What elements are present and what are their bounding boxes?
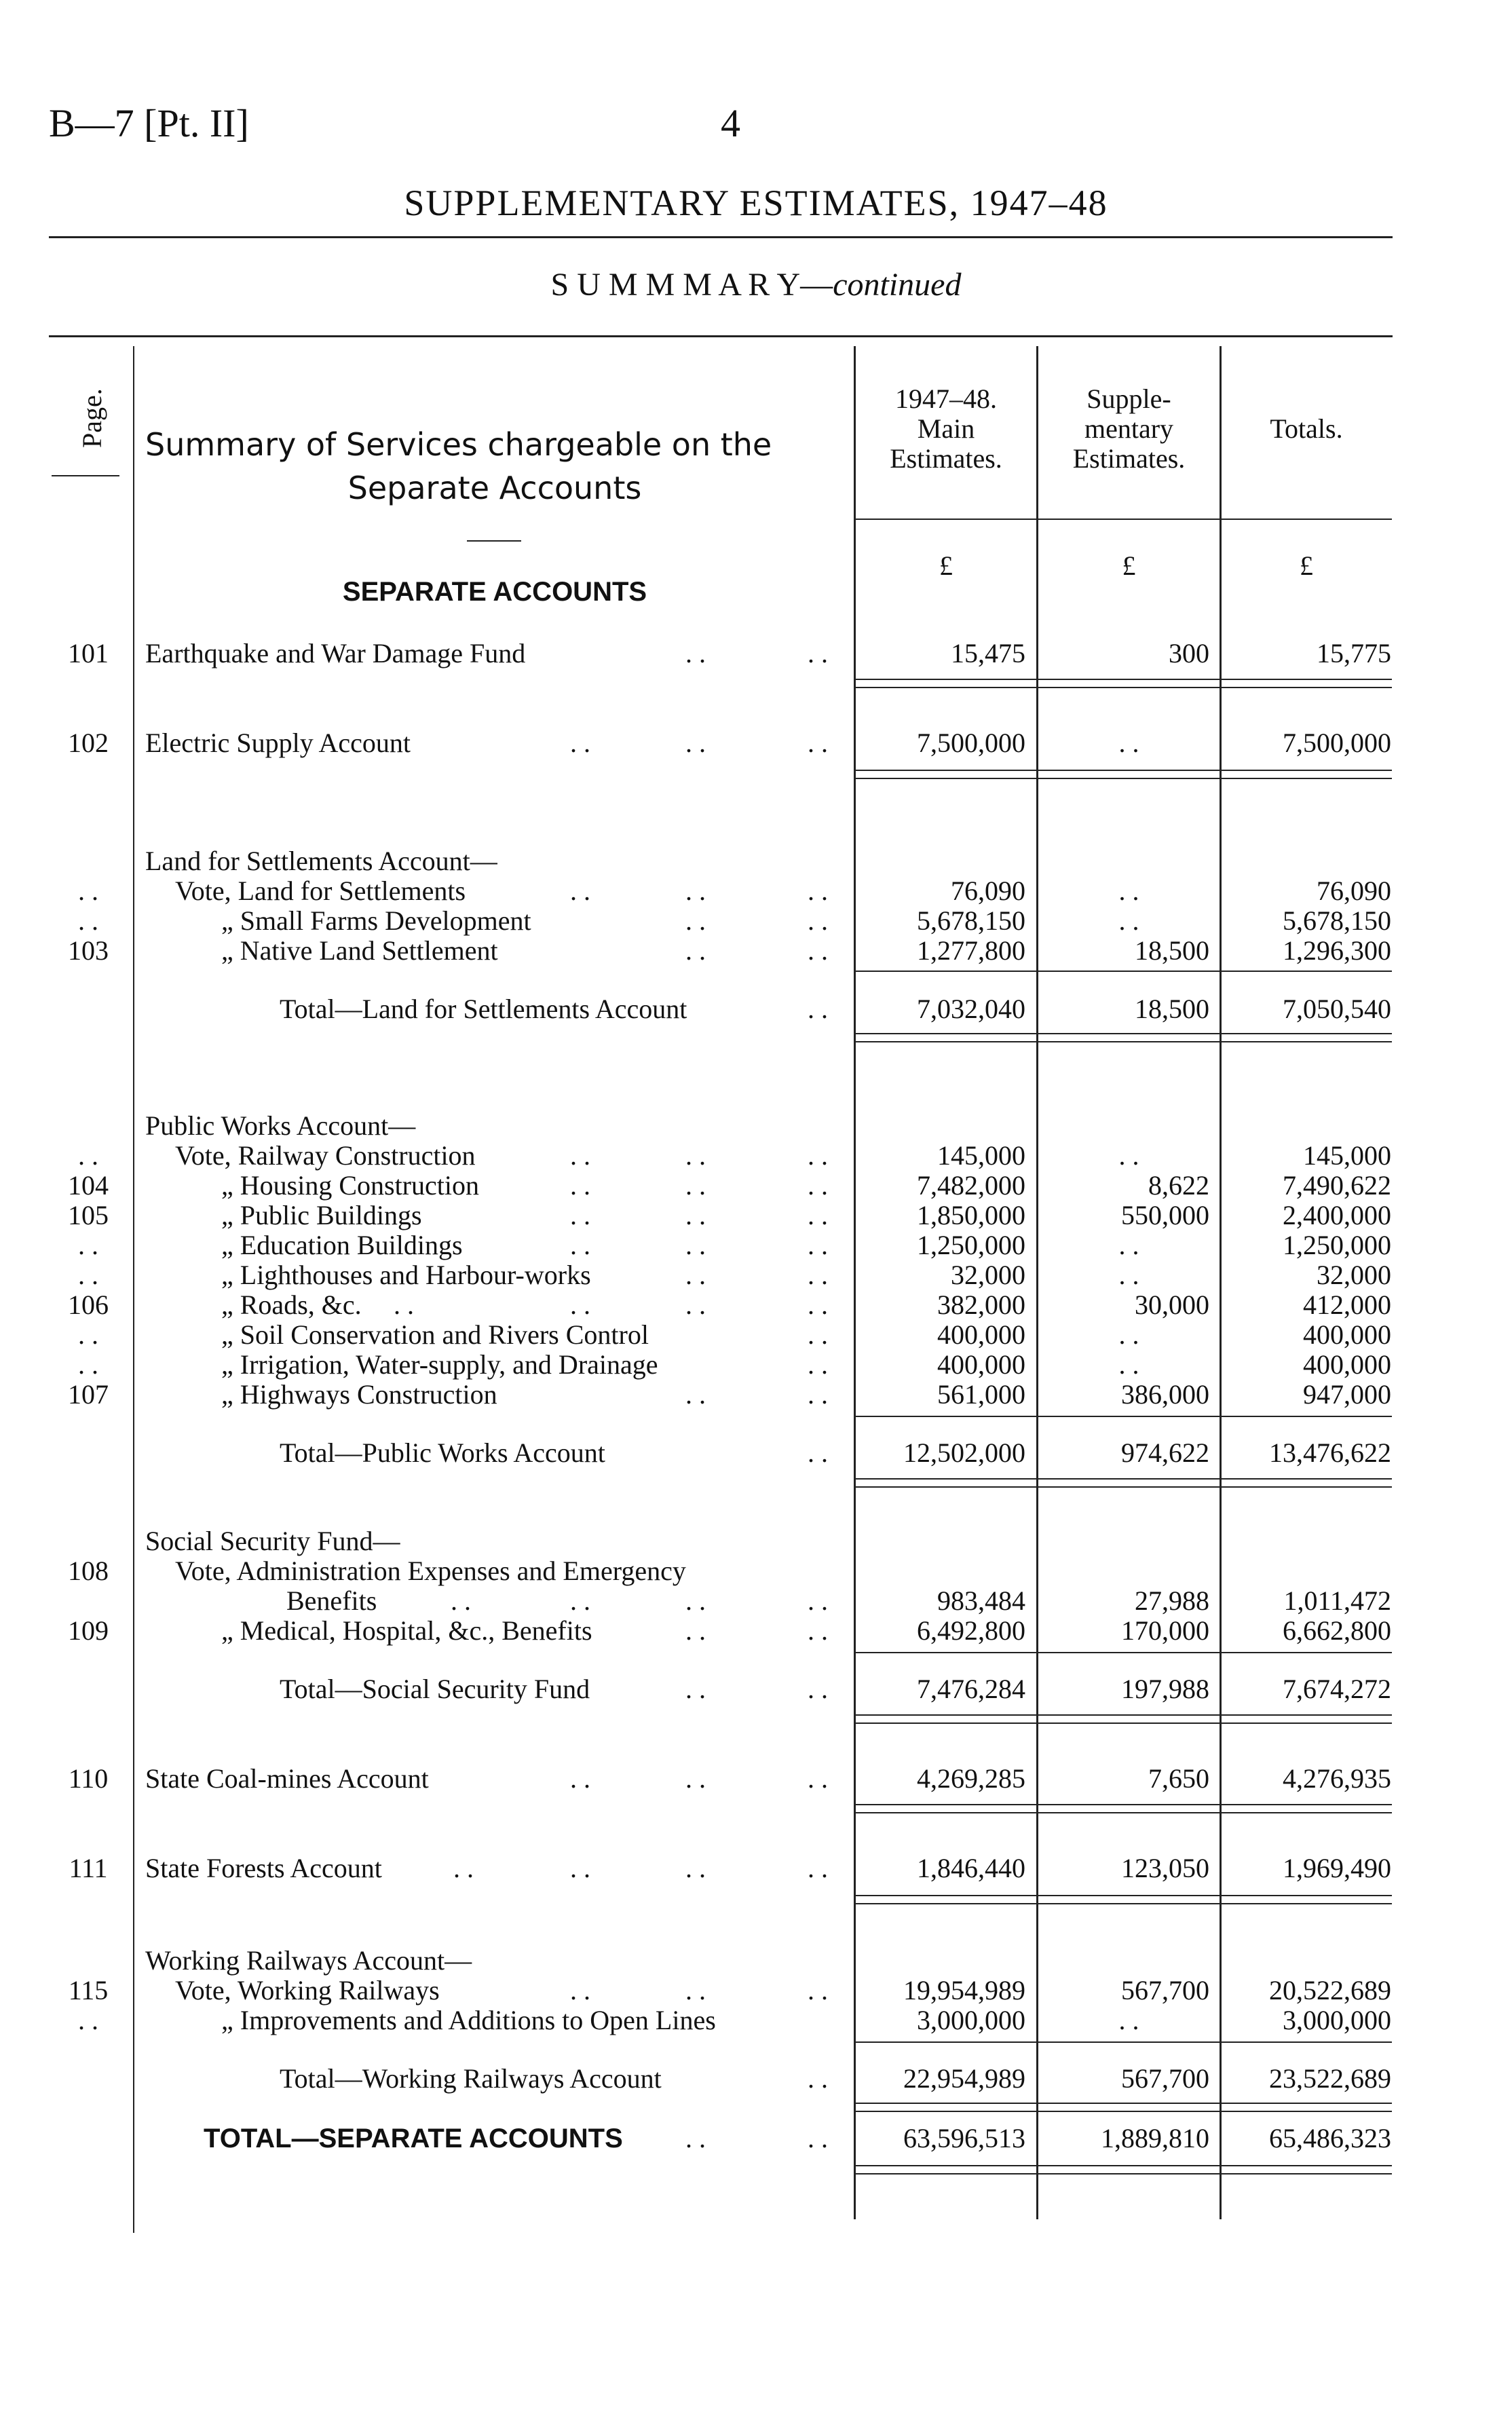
total-value: 32,000 xyxy=(1317,1260,1391,1290)
total-value: 7,050,540 xyxy=(1283,994,1391,1024)
total-value: 3,000,000 xyxy=(1283,2005,1391,2035)
leader-dots: . . xyxy=(808,1230,828,1260)
row-label: „ Improvements and Additions to Open Lines xyxy=(221,2005,716,2035)
leader-dots: . . xyxy=(808,1349,828,1380)
main-heading-line3: Estimates. xyxy=(890,443,1002,474)
group-heading: Public Works Account— xyxy=(145,1110,416,1141)
subtitle-continued: continued xyxy=(833,267,962,303)
leader-dots: . . xyxy=(570,1763,590,1794)
page-ref: 115 xyxy=(68,1975,109,2006)
page-ref: . . xyxy=(78,1230,98,1260)
main-value: 15,475 xyxy=(951,638,1025,669)
page-ref: . . xyxy=(78,1319,98,1350)
supp-value: 1,889,810 xyxy=(1101,2123,1209,2153)
leader-dots: . . xyxy=(808,1200,828,1230)
supp-value: . . xyxy=(1118,1230,1139,1260)
row-label: Vote, Administration Expenses and Emergency xyxy=(175,1556,686,1586)
rule xyxy=(856,1486,1392,1488)
rule xyxy=(856,1652,1392,1653)
supp-value: . . xyxy=(1118,728,1139,758)
supp-value: 18,500 xyxy=(1135,994,1209,1024)
leader-dots: . . xyxy=(685,2123,706,2153)
row-label: „ Roads, &c. xyxy=(221,1289,362,1320)
supp-value: 386,000 xyxy=(1121,1379,1209,1410)
totals-heading: Totals. xyxy=(1270,413,1343,444)
row-label: „ Highways Construction xyxy=(221,1379,497,1410)
rule xyxy=(856,1416,1392,1417)
page-ref: 105 xyxy=(68,1200,109,1230)
main-value: 4,269,285 xyxy=(917,1763,1025,1794)
page-column-heading: Page. xyxy=(77,388,107,448)
main-value: 76,090 xyxy=(951,875,1025,906)
supp-value: . . xyxy=(1118,875,1139,906)
page-ref: . . xyxy=(78,1349,98,1380)
section-heading: SEPARATE ACCOUNTS xyxy=(342,577,647,607)
rule xyxy=(856,1033,1392,1034)
main-value: 12,502,000 xyxy=(903,1437,1025,1468)
subtitle-main: S U M M M A R Y— xyxy=(550,267,833,303)
supp-value: . . xyxy=(1118,1349,1139,1380)
leader-dots: . . xyxy=(808,1319,828,1350)
leader-dots: . . xyxy=(394,1289,414,1320)
page-ref: . . xyxy=(78,1140,98,1171)
rule xyxy=(856,2165,1392,2166)
row-label: Vote, Railway Construction xyxy=(175,1140,476,1171)
main-value: 22,954,989 xyxy=(903,2063,1025,2094)
table-top-rule xyxy=(49,335,1393,337)
leader-dots: . . xyxy=(570,728,590,758)
main-value: 400,000 xyxy=(937,1349,1025,1380)
supp-value: 567,700 xyxy=(1121,1975,1209,2006)
rule xyxy=(856,1903,1392,1904)
row-label: Vote, Working Railways xyxy=(175,1975,440,2006)
main-heading-line1: 1947–48. xyxy=(895,383,997,414)
row-label: Vote, Land for Settlements xyxy=(175,875,466,906)
rule xyxy=(856,2041,1392,2043)
total-value: 947,000 xyxy=(1303,1379,1391,1410)
description-heading-line2: Separate Accounts xyxy=(347,470,642,506)
leader-dots: . . xyxy=(808,1853,828,1883)
document-title: SUPPLEMENTARY ESTIMATES, 1947–48 xyxy=(404,183,1108,223)
total-value: 13,476,622 xyxy=(1269,1437,1391,1468)
row-label: Earthquake and War Damage Fund xyxy=(145,638,526,669)
leader-dots: . . xyxy=(685,638,706,669)
supp-value: 7,650 xyxy=(1148,1763,1209,1794)
total-value: 23,522,689 xyxy=(1269,2063,1391,2094)
supp-heading-line2: mentary xyxy=(1084,413,1174,444)
leader-dots: . . xyxy=(808,1975,828,2006)
leader-dots: . . xyxy=(451,1585,471,1616)
leader-dots: . . xyxy=(808,1170,828,1201)
total-value: 7,500,000 xyxy=(1283,728,1391,758)
group-heading: Working Railways Account— xyxy=(145,1945,472,1976)
leader-dots: . . xyxy=(570,1140,590,1171)
total-value: 1,250,000 xyxy=(1283,1230,1391,1260)
total-value: 20,522,689 xyxy=(1269,1975,1391,2006)
page-ref: 101 xyxy=(68,638,109,669)
supp-currency: £ xyxy=(1122,550,1136,581)
main-value: 5,678,150 xyxy=(917,905,1025,936)
supp-value: 974,622 xyxy=(1121,1437,1209,1468)
main-currency: £ xyxy=(939,550,953,581)
total-value: 1,011,472 xyxy=(1283,1585,1391,1616)
row-label: Electric Supply Account xyxy=(145,728,411,758)
supp-value: 30,000 xyxy=(1135,1289,1209,1320)
main-value: 3,000,000 xyxy=(917,2005,1025,2035)
leader-dots: . . xyxy=(685,1853,706,1883)
leader-dots: . . xyxy=(808,905,828,936)
leader-dots: . . xyxy=(808,638,828,669)
totals-currency: £ xyxy=(1300,550,1313,581)
rule xyxy=(856,1804,1392,1805)
leader-dots: . . xyxy=(808,1674,828,1704)
leader-dots: . . xyxy=(808,1379,828,1410)
rule xyxy=(856,770,1392,771)
row-label: „ Soil Conservation and Rivers Control xyxy=(221,1319,649,1350)
leader-dots: . . xyxy=(570,1585,590,1616)
group-heading: Social Security Fund— xyxy=(145,1526,400,1556)
row-label: „ Irrigation, Water-supply, and Drainage xyxy=(221,1349,658,1380)
page-number: 4 xyxy=(721,101,740,145)
page-ref: 106 xyxy=(68,1289,109,1320)
rule xyxy=(856,2111,1392,2112)
total-value: 65,486,323 xyxy=(1269,2123,1391,2153)
rule xyxy=(856,687,1392,688)
leader-dots: . . xyxy=(808,728,828,758)
page-ref: 107 xyxy=(68,1379,109,1410)
main-value: 7,482,000 xyxy=(917,1170,1025,1201)
row-label: State Coal-mines Account xyxy=(145,1763,429,1794)
main-value: 6,492,800 xyxy=(917,1615,1025,1646)
row-label-continued: Benefits xyxy=(286,1585,377,1616)
supp-value: . . xyxy=(1118,1319,1139,1350)
leader-dots: . . xyxy=(685,905,706,936)
leader-dots: . . xyxy=(685,1260,706,1290)
main-value: 1,846,440 xyxy=(917,1853,1025,1883)
total-value: 1,296,300 xyxy=(1283,935,1391,966)
leader-dots: . . xyxy=(808,1289,828,1320)
supp-value: 123,050 xyxy=(1121,1853,1209,1883)
rule xyxy=(856,679,1392,680)
supp-value: . . xyxy=(1118,1140,1139,1171)
subtotal-label: Total—Land for Settlements Account xyxy=(280,994,687,1024)
supp-value: 300 xyxy=(1169,638,1209,669)
main-value: 7,032,040 xyxy=(917,994,1025,1024)
leader-dots: . . xyxy=(808,2123,828,2153)
row-label: „ Education Buildings xyxy=(221,1230,463,1260)
leader-dots: . . xyxy=(570,1289,590,1320)
main-value: 983,484 xyxy=(937,1585,1025,1616)
leader-dots: . . xyxy=(685,1763,706,1794)
total-value: 412,000 xyxy=(1303,1289,1391,1320)
page-ref: 110 xyxy=(68,1763,109,1794)
leader-dots: . . xyxy=(570,1230,590,1260)
main-value: 1,277,800 xyxy=(917,935,1025,966)
main-value: 63,596,513 xyxy=(903,2123,1025,2153)
supp-value: 170,000 xyxy=(1121,1615,1209,1646)
leader-dots: . . xyxy=(685,728,706,758)
grand-total-label: TOTAL—SEPARATE ACCOUNTS xyxy=(204,2124,623,2153)
rule xyxy=(856,1041,1392,1042)
leader-dots: . . xyxy=(685,935,706,966)
total-value: 2,400,000 xyxy=(1283,1200,1391,1230)
supp-value: 27,988 xyxy=(1135,1585,1209,1616)
main-value: 400,000 xyxy=(937,1319,1025,1350)
supp-heading-line3: Estimates. xyxy=(1072,443,1186,474)
subtitle xyxy=(0,266,1512,303)
document-reference: B—7 [Pt. II] xyxy=(49,101,249,145)
rule xyxy=(856,2173,1392,2174)
row-label: „ Lighthouses and Harbour-works xyxy=(221,1260,591,1290)
main-value: 7,476,284 xyxy=(917,1674,1025,1704)
total-value: 15,775 xyxy=(1317,638,1391,669)
page-ref: 102 xyxy=(68,728,109,758)
row-label: „ Native Land Settlement xyxy=(221,935,498,966)
main-value: 1,250,000 xyxy=(917,1230,1025,1260)
leader-dots: . . xyxy=(808,1615,828,1646)
leader-dots: . . xyxy=(685,1289,706,1320)
leader-dots: . . xyxy=(570,1853,590,1883)
page-ref: 108 xyxy=(68,1556,109,1586)
supp-value: . . xyxy=(1118,1260,1139,1290)
page-ref: . . xyxy=(78,1260,98,1290)
page-ref: . . xyxy=(78,875,98,906)
main-heading-line2: Main xyxy=(917,413,975,444)
leader-dots: . . xyxy=(453,1853,474,1883)
leader-dots: . . xyxy=(808,994,828,1024)
leader-dots: . . xyxy=(808,875,828,906)
total-value: 1,969,490 xyxy=(1283,1853,1391,1883)
leader-dots: . . xyxy=(570,1170,590,1201)
supp-heading-line1: Supple- xyxy=(1086,383,1171,414)
total-value: 4,276,935 xyxy=(1283,1763,1391,1794)
subtotal-label: Total—Public Works Account xyxy=(280,1437,605,1468)
leader-dots: . . xyxy=(685,1170,706,1201)
leader-dots: . . xyxy=(808,935,828,966)
main-value: 382,000 xyxy=(937,1289,1025,1320)
title-rule xyxy=(49,236,1393,238)
main-value: 145,000 xyxy=(937,1140,1025,1171)
page-ref: . . xyxy=(78,2005,98,2035)
rule xyxy=(856,2103,1392,2104)
row-label: „ Public Buildings xyxy=(221,1200,422,1230)
rule xyxy=(856,1895,1392,1896)
main-value: 19,954,989 xyxy=(903,1975,1025,2006)
total-value: 6,662,800 xyxy=(1283,1615,1391,1646)
page-ref: 111 xyxy=(69,1853,108,1883)
rule xyxy=(856,1722,1392,1724)
page-ref: 103 xyxy=(68,935,109,966)
total-value: 76,090 xyxy=(1317,875,1391,906)
supp-value: . . xyxy=(1118,2005,1139,2035)
main-value: 1,850,000 xyxy=(917,1200,1025,1230)
total-value: 400,000 xyxy=(1303,1349,1391,1380)
rule xyxy=(856,778,1392,779)
rule xyxy=(856,1714,1392,1716)
supp-value: 8,622 xyxy=(1148,1170,1209,1201)
total-value: 5,678,150 xyxy=(1283,905,1391,936)
group-heading: Land for Settlements Account— xyxy=(145,846,497,876)
row-label: „ Small Farms Development xyxy=(221,905,531,936)
total-value: 400,000 xyxy=(1303,1319,1391,1350)
row-label: State Forests Account xyxy=(145,1853,382,1883)
supp-value: 567,700 xyxy=(1121,2063,1209,2094)
page-ref: . . xyxy=(78,905,98,936)
rule xyxy=(856,1812,1392,1813)
subtotal-label: Total—Social Security Fund xyxy=(280,1674,590,1704)
row-label: „ Housing Construction xyxy=(221,1170,479,1201)
leader-dots: . . xyxy=(685,1379,706,1410)
leader-dots: . . xyxy=(685,1200,706,1230)
leader-dots: . . xyxy=(808,2063,828,2094)
main-value: 561,000 xyxy=(937,1379,1025,1410)
leader-dots: . . xyxy=(570,875,590,906)
leader-dots: . . xyxy=(570,1200,590,1230)
leader-dots: . . xyxy=(685,1585,706,1616)
leader-dots: . . xyxy=(685,1674,706,1704)
heading-short-rule xyxy=(467,540,521,542)
main-value: 7,500,000 xyxy=(917,728,1025,758)
description-heading-line1: Summary of Services chargeable on the xyxy=(145,426,772,463)
leader-dots: . . xyxy=(570,1975,590,2006)
subtotal-label: Total—Working Railways Account xyxy=(280,2063,662,2094)
rule xyxy=(856,971,1392,972)
page-ref: 104 xyxy=(68,1170,109,1201)
supp-value: . . xyxy=(1118,905,1139,936)
heading-bottom-rule xyxy=(856,519,1392,520)
leader-dots: . . xyxy=(685,1615,706,1646)
leader-dots: . . xyxy=(685,1975,706,2006)
leader-dots: . . xyxy=(808,1763,828,1794)
total-value: 145,000 xyxy=(1303,1140,1391,1171)
leader-dots: . . xyxy=(685,1230,706,1260)
leader-dots: . . xyxy=(685,875,706,906)
total-value: 7,490,622 xyxy=(1283,1170,1391,1201)
rule xyxy=(856,1478,1392,1480)
supp-value: 197,988 xyxy=(1121,1674,1209,1704)
supp-value: 18,500 xyxy=(1135,935,1209,966)
leader-dots: . . xyxy=(808,1260,828,1290)
supp-value: 550,000 xyxy=(1121,1200,1209,1230)
leader-dots: . . xyxy=(685,1140,706,1171)
leader-dots: . . xyxy=(808,1140,828,1171)
leader-dots: . . xyxy=(808,1585,828,1616)
page-ref: 109 xyxy=(68,1615,109,1646)
row-label: „ Medical, Hospital, &c., Benefits xyxy=(221,1615,592,1646)
main-value: 32,000 xyxy=(951,1260,1025,1290)
leader-dots: . . xyxy=(808,1437,828,1468)
total-value: 7,674,272 xyxy=(1283,1674,1391,1704)
